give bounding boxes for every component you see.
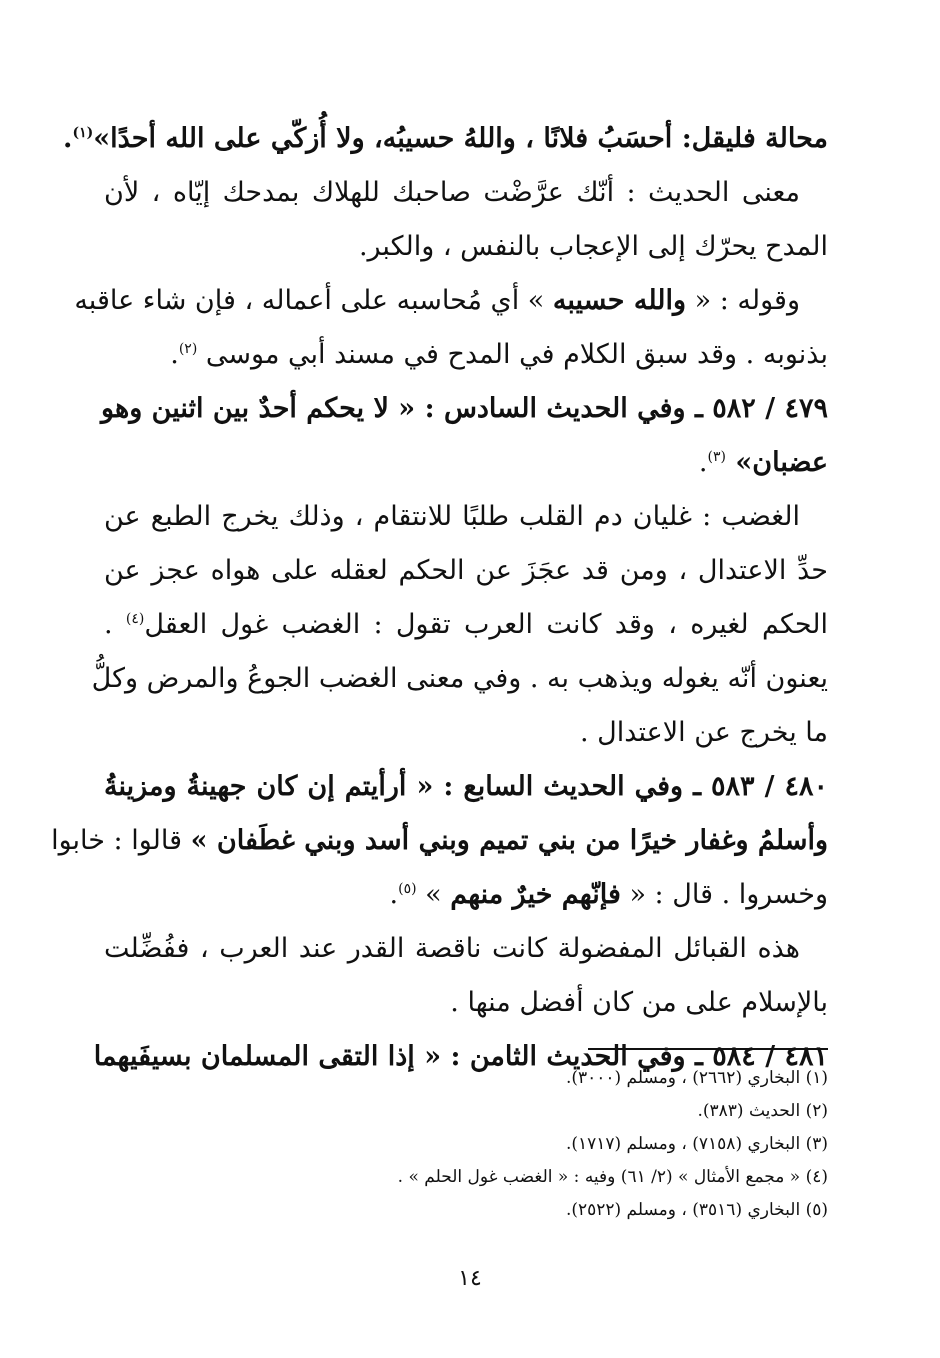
footnote-ref: (٣): [707, 449, 726, 465]
footnote-separator: [588, 1048, 828, 1050]
text-line: بذنوبه . وقد سبق الكلام في المدح في مسند أبي موسى $^{(٢)}$.: [170, 339, 828, 370]
hadith-heading: ٤٨١ / ٥٨٤ ـ وفي الحديث الثامن : « إذا التقى المسلمان بسيفَيهما: [93, 1041, 828, 1072]
footnote: (٤) « مجمع الأمثال » (٢/ ٦١) وفيه : « الغضب غول الحلم » .: [397, 1167, 828, 1187]
body-text: [51, 112, 829, 1084]
text-line: بالإسلام على من كان أفضل منها .: [450, 987, 828, 1018]
text-line: وخسروا . قال : « فإنّهم خيرٌ منهم » $^{(٥)}$.: [389, 879, 828, 910]
text-line: هذه القبائل المفضولة كانت ناقصة القدر عند العرب ، ففُضِّلت: [104, 933, 800, 964]
footnote-ref: (١): [72, 125, 94, 141]
page-number: ١٤: [458, 1266, 482, 1291]
footnote-ref: (٤): [125, 611, 145, 627]
text-line: يعنون أنّه يغوله ويذهب به . وفي معنى الغضب الجوعُ والمرض وكلُّ: [91, 663, 828, 694]
text-line: حدِّ الاعتدال ، ومن قد عجَزَ عن الحكم لعقله على هواه عجز عن: [104, 555, 828, 586]
text-line: معنى الحديث : أنّك عرَّضْت صاحبك للهلاك بمدحك إيّاه ، لأن: [104, 177, 800, 208]
hadith-heading: ٤٨٠ / ٥٨٣ ـ وفي الحديث السابع : « أرأيتم إن كان جهينةُ ومزينةُ: [104, 771, 828, 802]
footnote: (٢) الحديث (٣٨٣).: [697, 1101, 828, 1121]
text-line: وقوله : « والله حسيبه » أي مُحاسبه على أعماله ، فإن شاء عاقبه: [74, 285, 800, 316]
text-line: الغضب : غليان دم القلب طلبًا للانتقام ، وذلك يخرج الطبع عن: [104, 501, 800, 532]
text-line: محالة فليقل: أحسَبُ فلانًا ، واللهُ حسيبُه، ولا أُزكّي على الله أحدًا»$^{(١)}$.: [63, 123, 828, 154]
footnote: (١) البخاري (٢٦٦٢) ، ومسلم (٣٠٠٠).: [565, 1068, 828, 1088]
text-line: وأسلمُ وغفار خيرًا من بني تميم وبني أسد وبني غطَفان » قالوا : خابوا: [51, 825, 828, 856]
footnote-ref: (٥): [398, 881, 417, 897]
footnote: (٥) البخاري (٣٥١٦) ، ومسلم (٢٥٢٢).: [565, 1200, 828, 1220]
text-line: ما يخرج عن الاعتدال .: [580, 717, 828, 748]
footnotes: [300, 1062, 828, 1227]
footnote: (٣) البخاري (٧١٥٨) ، ومسلم (١٧١٧).: [565, 1134, 828, 1154]
text-line: الحكم لغيره ، وقد كانت العرب تقول : الغضب غول العقل$^{(٤)}$ .: [104, 609, 829, 640]
text-line: المدح يحرّك إلى الإعجاب بالنفس ، والكبر.: [358, 231, 828, 262]
footnote-ref: (٢): [178, 341, 198, 357]
text-line: عضبان» $^{(٣)}$.: [698, 447, 828, 478]
hadith-heading: ٤٧٩ / ٥٨٢ ـ وفي الحديث السادس : « لا يحكم أحدٌ بين اثنين وهو: [101, 393, 828, 424]
